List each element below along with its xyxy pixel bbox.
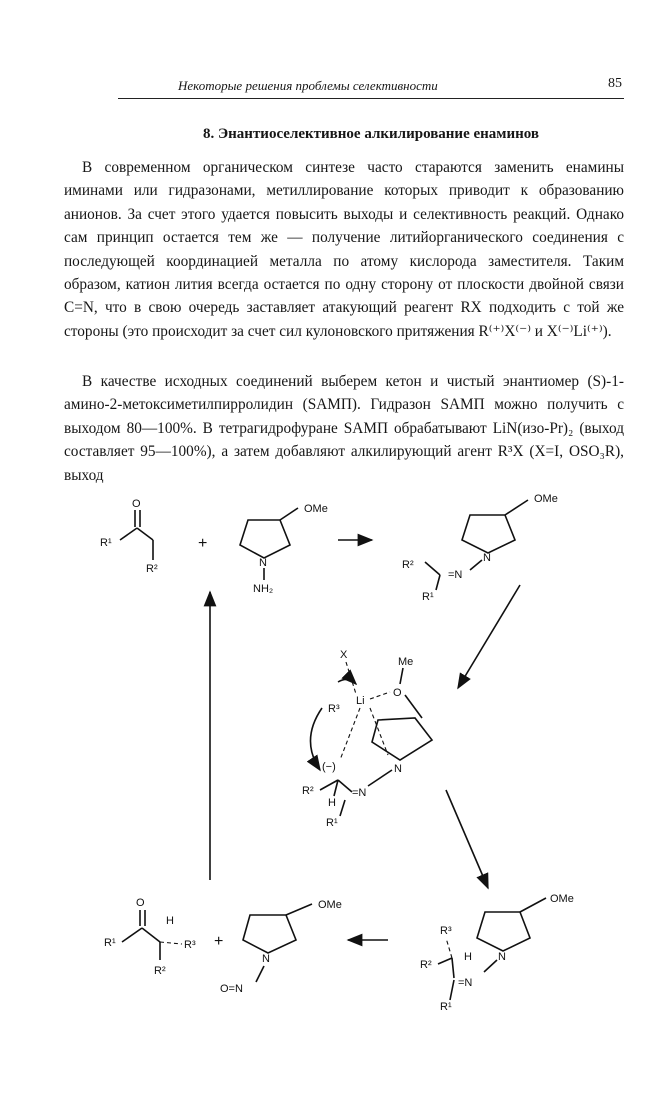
label-r1-3: R¹ xyxy=(440,1001,452,1013)
label-r1-2: R¹ xyxy=(422,591,434,603)
section-title: 8. Энантиоселективное алкилирование енаминов xyxy=(202,126,540,142)
label-eqn-3: =N xyxy=(458,977,473,989)
paragraph-2: В качестве исходных соединений выберем кетон и чистый энантиомер (S)-1-амино-2-метоксиметилпирролидин (SAMП). Гидразон SAMП можно получить с выходом 80—100%. В тетрагидрофуране SAMП обрабатывают LiN(изо-Pr)₂ (выход составляет 95—100%), а затем добавляют алкилирующий агент R³X (X=I, OSO₃R), выход xyxy=(64,373,624,484)
label-r1: R¹ xyxy=(100,537,112,549)
label-nh2: NH₂ xyxy=(253,583,274,595)
label-ome: OMe xyxy=(304,503,328,515)
label-charge: (−) xyxy=(322,761,336,773)
label-r1-5: R¹ xyxy=(104,937,116,949)
label-h-3: H xyxy=(464,951,472,963)
transition-state xyxy=(302,649,432,829)
arrow-alkylation xyxy=(446,790,488,888)
reaction-scheme xyxy=(0,482,663,1042)
label-me: Me xyxy=(398,656,414,668)
label-ome-2: OMe xyxy=(534,493,558,505)
label-n: N xyxy=(259,557,267,569)
samp-structure xyxy=(240,503,328,595)
label-r3-3: R³ xyxy=(440,925,452,937)
paragraph-1: В современном органическом синтезе часто стараются заменить енамины иминами или гидразонами, метиллирование которых приводит к образованию анионов. За счет этого удается повысить выходы и селективность реакций. Однако сам принцип остается тем же — получение литийорганического соединения с последующей координацией металла по атому кислорода заместителя. Таким образом, катион лития всегда остается по одну сторону от плоскости двойной связи C=N, что в свою очередь заставляет атакующий реагент RX подходить с той же стороны (это происходит за счет сил кулоновского притяжения R⁽⁺⁾X⁽⁻⁾ и X⁽⁻⁾Li⁽⁺⁾). xyxy=(64,159,624,340)
label-r3-5: R³ xyxy=(184,939,196,951)
label-n-3: N xyxy=(498,951,506,963)
label-r2: R² xyxy=(146,563,158,575)
label-n-ts: N xyxy=(394,763,402,775)
label-r3: R³ xyxy=(328,703,340,715)
label-o-ts: O xyxy=(393,687,402,699)
running-head xyxy=(118,76,624,99)
label-r2-ts: R² xyxy=(302,785,314,797)
ketone-structure xyxy=(100,498,158,575)
nitrosamine-structure xyxy=(220,899,342,995)
alkylated-hydrazone-structure xyxy=(420,893,574,1013)
label-o-5: O xyxy=(136,897,145,909)
label-r2-2: R² xyxy=(402,559,414,571)
running-title: Некоторые решения проблемы селективности xyxy=(178,78,438,93)
label-r1-ts: R¹ xyxy=(326,817,338,829)
label-eqn: =N xyxy=(448,569,463,581)
label-h-ts: H xyxy=(328,797,336,809)
label-o: O xyxy=(132,498,141,510)
label-eqn-ts: =N xyxy=(352,787,367,799)
label-n-2: N xyxy=(483,552,491,564)
label-li: Li xyxy=(356,695,365,707)
arrow-lithiation xyxy=(458,585,520,688)
label-nitroso: O=N xyxy=(220,983,243,995)
label-n-4: N xyxy=(262,953,270,965)
label-h-5: H xyxy=(166,915,174,927)
page-number: 85 xyxy=(608,76,622,91)
plus-sign-2: + xyxy=(214,933,224,950)
label-ome-4: OMe xyxy=(318,899,342,911)
label-x: X xyxy=(340,649,348,661)
label-ome-3: OMe xyxy=(550,893,574,905)
plus-sign: + xyxy=(198,535,208,552)
label-r2-3: R² xyxy=(420,959,432,971)
hydrazone-structure xyxy=(402,493,558,603)
product-ketone-structure xyxy=(104,897,196,977)
label-r2-5: R² xyxy=(154,965,166,977)
